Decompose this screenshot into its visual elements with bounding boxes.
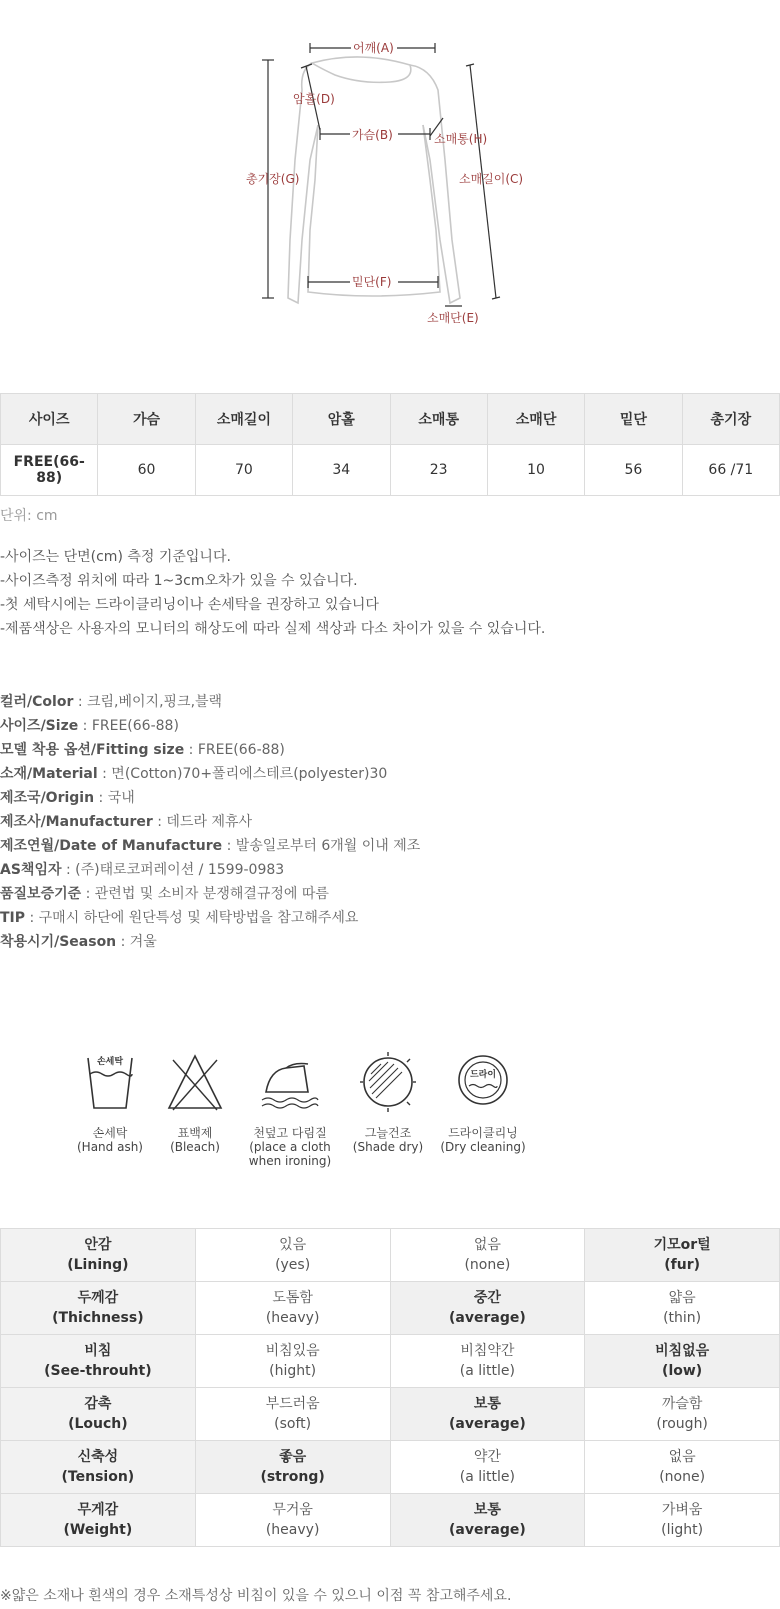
table-row — [1, 445, 780, 496]
sleeve-width-label: 소매통(H) — [434, 132, 488, 146]
care-label-ko: 천덮고 다림질 — [253, 1126, 327, 1140]
spec-value: : 면(Cotton)70+폴리에스테르(polyester)30 — [97, 766, 388, 782]
value-cell: 60 — [98, 445, 195, 496]
note-line: -사이즈는 단면(cm) 측정 기준입니다. — [0, 549, 231, 565]
fabric-table — [0, 1228, 780, 1547]
care-dry-clean — [433, 1050, 533, 1154]
spec-row-fitting — [0, 738, 420, 762]
fabric-label-cell: 비침 (See-throuht) — [1, 1335, 196, 1388]
spec-key: AS책임자 — [0, 862, 62, 878]
value-cell: 23 — [390, 445, 487, 496]
spec-key: 품질보증기준 — [0, 886, 82, 902]
header-cell: 사이즈 — [1, 394, 98, 445]
fabric-option-cell: 있음 (yes) — [195, 1229, 390, 1282]
spec-row-origin — [0, 786, 420, 810]
note-line: -제품색상은 사용자의 모니터의 해상도에 따라 실제 색상과 다소 차이가 있을 수 있습니다. — [0, 621, 546, 637]
fabric-label-cell: 두께감 (Thichness) — [1, 1282, 196, 1335]
dry-clean-icon — [453, 1050, 513, 1116]
care-no-bleach — [145, 1050, 245, 1154]
header-cell: 소매통 — [390, 394, 487, 445]
fabric-option-cell: 얇음 (thin) — [585, 1282, 780, 1335]
fabric-option-selected: 중간 (average) — [390, 1282, 585, 1335]
note-line: -첫 세탁시에는 드라이클리닝이나 손세탁을 권장하고 있습니다 — [0, 597, 379, 613]
spec-value: : 국내 — [94, 790, 135, 806]
spec-key: 사이즈/Size — [0, 718, 79, 734]
fabric-label-cell: 안감 (Lining) — [1, 1229, 196, 1282]
header-cell: 밑단 — [585, 394, 682, 445]
dry-clean-icon-text: 드라이 — [469, 1070, 497, 1080]
fabric-option-cell: 부드러움 (soft) — [195, 1388, 390, 1441]
shade-dry-icon — [358, 1050, 418, 1116]
spec-row-quality — [0, 882, 420, 906]
fabric-option-cell: 비침있음 (hight) — [195, 1335, 390, 1388]
fabric-option-cell: 약간 (a little) — [390, 1441, 585, 1494]
table-row — [1, 1282, 780, 1335]
product-specs — [0, 690, 420, 954]
table-row — [1, 1229, 780, 1282]
fabric-option-cell: 없음 (none) — [390, 1229, 585, 1282]
spec-key: 소재/Material — [0, 766, 98, 782]
care-label-en: (Bleach) — [170, 1140, 220, 1154]
spec-value: : FREE(66-88) — [78, 718, 179, 734]
iron-with-cloth-icon — [260, 1050, 320, 1116]
spec-row-material — [0, 762, 420, 786]
size-diagram — [240, 30, 580, 370]
spec-row-as — [0, 858, 420, 882]
spec-value: : 구매시 하단에 원단특성 및 세탁방법을 참고해주세요 — [25, 910, 359, 926]
fabric-option-selected: 좋음 (strong) — [195, 1441, 390, 1494]
fabric-option-cell: 도톰함 (heavy) — [195, 1282, 390, 1335]
table-row — [1, 1441, 780, 1494]
fabric-option-selected: 보통 (average) — [390, 1494, 585, 1547]
spec-row-tip — [0, 906, 420, 930]
care-shade-dry — [338, 1050, 438, 1154]
hand-wash-icon-text: 손세탁 — [96, 1057, 124, 1067]
size-notes — [0, 545, 545, 641]
value-cell: 70 — [195, 445, 292, 496]
care-label-en: (Shade dry) — [352, 1140, 424, 1154]
care-label-en: when ironing) — [248, 1154, 332, 1168]
hem-label: 밑단(F) — [352, 275, 392, 289]
care-label-ko: 손세탁 — [92, 1126, 128, 1140]
shoulder-label: 어깨(A) — [353, 41, 394, 55]
spec-key: 제조사/Manufacturer — [0, 814, 153, 830]
header-cell: 소매단 — [487, 394, 584, 445]
care-iron-cloth — [240, 1050, 340, 1168]
note-line: -사이즈측정 위치에 따라 1~3cm오차가 있을 수 있습니다. — [0, 573, 358, 589]
care-label-en: (Dry cleaning) — [440, 1140, 526, 1154]
spec-key: TIP — [0, 910, 26, 926]
value-cell: 56 — [585, 445, 682, 496]
total-length-label: 총기장(G) — [246, 172, 300, 186]
no-bleach-icon — [165, 1050, 225, 1116]
chest-label: 가슴(B) — [352, 128, 393, 142]
care-label-ko: 드라이클리닝 — [448, 1126, 518, 1140]
table-row — [1, 1388, 780, 1441]
fabric-label-cell: 감촉 (Louch) — [1, 1388, 196, 1441]
header-cell: 암홀 — [293, 394, 390, 445]
value-cell: 66 /71 — [682, 445, 779, 496]
unit-note: 단위: cm — [0, 508, 58, 524]
spec-key: 착용시기/Season — [0, 934, 117, 950]
spec-value: : 관련법 및 소비자 분쟁해결규정에 따름 — [81, 886, 329, 902]
care-label-ko: 표백제 — [177, 1126, 213, 1140]
spec-value: : (주)태로코퍼레이션 / 1599-0983 — [61, 862, 285, 878]
size-cell: FREE(66-88) — [1, 445, 98, 496]
care-label-en: (Hand ash) — [77, 1140, 143, 1154]
value-cell: 10 — [487, 445, 584, 496]
spec-value: : FREE(66-88) — [184, 742, 285, 758]
spec-key: 컬러/Color — [0, 694, 74, 710]
fabric-option-cell: 비침약간 (a little) — [390, 1335, 585, 1388]
fabric-option-selected: 비침없음 (low) — [585, 1335, 780, 1388]
table-row — [1, 1335, 780, 1388]
spec-key: 제조연월/Date of Manufacture — [0, 838, 223, 854]
size-table — [0, 393, 780, 496]
care-label-ko: 그늘건조 — [364, 1126, 412, 1140]
header-cell: 소매길이 — [195, 394, 292, 445]
spec-key: 제조국/Origin — [0, 790, 95, 806]
sleeve-length-label: 소매길이(C) — [459, 172, 524, 186]
spec-row-manufacturer — [0, 810, 420, 834]
spec-value: : 겨울 — [116, 934, 157, 950]
spec-row-color — [0, 690, 420, 714]
fabric-option-cell: 가벼움 (light) — [585, 1494, 780, 1547]
spec-row-size — [0, 714, 420, 738]
spec-key: 모델 착용 옵션/Fitting size — [0, 742, 185, 758]
spec-value: : 크림,베이지,핑크,블랙 — [73, 694, 223, 710]
fabric-option-selected: 보통 (average) — [390, 1388, 585, 1441]
spec-value: : 발송일로부터 6개월 이내 제조 — [222, 838, 421, 854]
care-label-en: (place a cloth — [249, 1140, 331, 1154]
armhole-label: 암홀(D) — [293, 92, 335, 106]
value-cell: 34 — [293, 445, 390, 496]
fabric-option-cell: 까슬함 (rough) — [585, 1388, 780, 1441]
table-row — [1, 1494, 780, 1547]
spec-row-date — [0, 834, 420, 858]
header-cell: 가슴 — [98, 394, 195, 445]
fabric-option-cell: 무거움 (heavy) — [195, 1494, 390, 1547]
fabric-label-cell: 신축성 (Tension) — [1, 1441, 196, 1494]
fabric-option-cell: 없음 (none) — [585, 1441, 780, 1494]
spec-value: : 데드라 제휴사 — [152, 814, 253, 830]
spec-row-season — [0, 930, 420, 954]
fabric-option-selected: 기모or털 (fur) — [585, 1229, 780, 1282]
hand-wash-icon — [80, 1050, 140, 1116]
cuff-label: 소매단(E) — [427, 311, 479, 325]
header-cell: 총기장 — [682, 394, 779, 445]
see-through-footnote: ※얇은 소재나 흰색의 경우 소재특성상 비침이 있을 수 있으니 이점 꼭 참고해주세요. — [0, 1588, 512, 1604]
fabric-label-cell: 무게감 (Weight) — [1, 1494, 196, 1547]
size-table-header — [1, 394, 780, 445]
